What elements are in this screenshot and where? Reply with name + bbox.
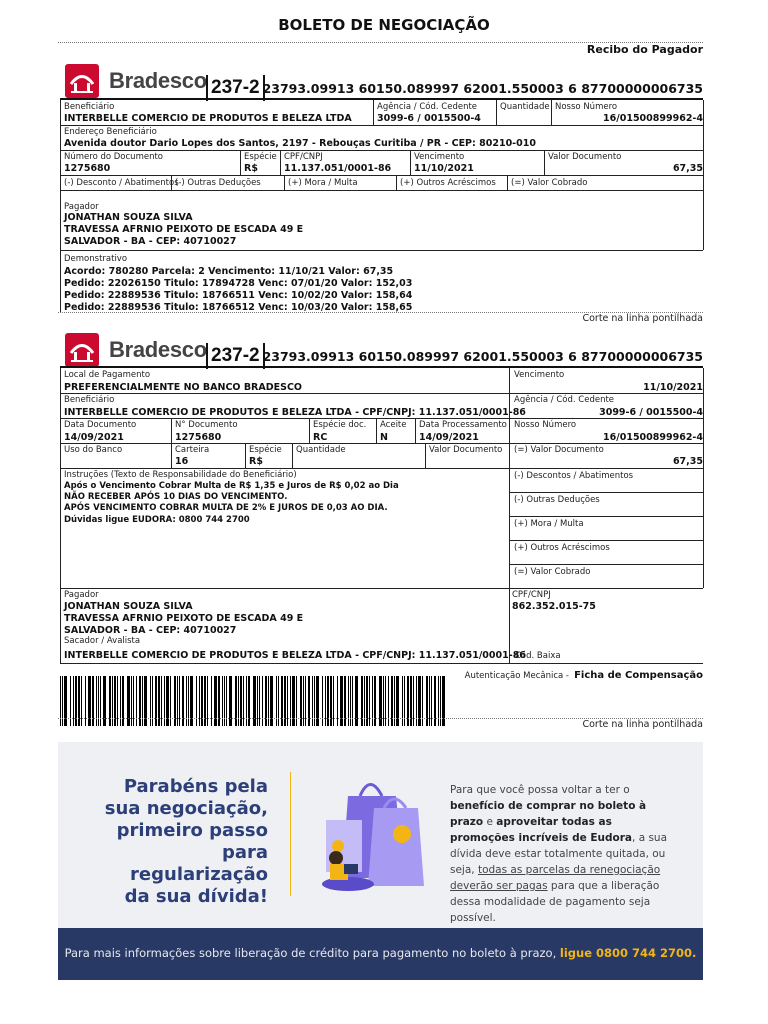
bank-code: 237-2: [206, 75, 265, 101]
promo-title-line: para regularização: [130, 842, 268, 885]
especie-doc-value: RC: [313, 432, 328, 443]
num-doc-value: 1275680: [64, 163, 111, 174]
nosso-numero-value: 16/01500899962-4: [603, 113, 703, 124]
agencia-value: 3099-6 / 0015500-4: [377, 113, 481, 124]
instrucao-line: Dúvidas ligue EUDORA: 0800 744 2700: [64, 515, 250, 525]
autenticacao-label: Autenticação Mecânica -: [464, 671, 569, 681]
demonstrativo-line: Pedido: 22889536 Titulo: 18766511 Venc: 10/02/20 Valor: 158,64: [64, 290, 413, 301]
promo-text-part: para que a liberação dessa modalidade de pagamento seja possível.: [450, 880, 660, 924]
descontos-label: (-) Descontos / Abatimentos: [514, 471, 634, 481]
ficha-block: [60, 366, 703, 662]
valor-cobrado-label: (=) Valor Cobrado: [511, 178, 588, 188]
bradesco-logo-icon: [65, 333, 99, 367]
bank-name: Bradesco: [109, 337, 207, 362]
num-doc-label: N° Documento: [175, 420, 238, 430]
local-value: PREFERENCIALMENTE NO BANCO BRADESCO: [64, 382, 302, 393]
agencia-label: Agência / Cód. Cedente: [377, 102, 478, 112]
recibo-label: Recibo do Pagador: [586, 43, 703, 56]
cpf-label: CPF/CNPJ: [284, 152, 323, 162]
local-label: Local de Pagamento: [64, 370, 151, 380]
cpf-value: 862.352.015-75: [512, 601, 596, 612]
valor-label: Valor Documento: [429, 445, 503, 455]
vencimento-label: Vencimento: [514, 370, 565, 380]
bank-name: Bradesco: [109, 68, 207, 93]
especie-value: R$: [244, 163, 258, 174]
mora-label: (+) Mora / Multa: [288, 178, 358, 188]
pagador-nome: JONATHAN SOUZA SILVA: [64, 601, 193, 612]
demonstrativo-label: Demonstrativo: [64, 254, 128, 264]
valor-doc-value: 67,35: [672, 163, 703, 174]
acrescimos-label: (+) Outros Acréscimos: [514, 543, 610, 553]
sacador-value: INTERBELLE COMERCIO DE PRODUTOS E BELEZA LTDA - CPF/CNPJ: 11.137.051/0001-86: [64, 650, 526, 661]
bank-code: 237-2: [206, 343, 265, 369]
num-doc-label: Número do Documento: [64, 152, 163, 162]
agencia-label: Agência / Cód. Cedente: [514, 395, 615, 405]
data-proc-label: Data Processamento: [419, 420, 507, 430]
pagador-cidade: SALVADOR - BA - CEP: 40710027: [64, 236, 237, 247]
mora-label: (+) Mora / Multa: [514, 519, 584, 529]
linha-digitavel[interactable]: 23793.09913 60150.089997 62001.550003 6 87700000006735: [262, 81, 703, 96]
promo-text: [450, 782, 672, 926]
pagador-label: Pagador: [64, 590, 99, 600]
especie-label: Espécie: [249, 445, 282, 455]
pagador-cidade: SALVADOR - BA - CEP: 40710027: [64, 625, 237, 636]
endereco-value: Avenida doutor Dario Lopes dos Santos, 2197 - Rebouças Curitiba / PR - CEP: 80210-010: [64, 138, 536, 149]
vencimento-label: Vencimento: [414, 152, 465, 162]
quantidade-label: Quantidade: [296, 445, 346, 455]
bank-header: [65, 333, 207, 367]
cod-baixa-label: Cód. Baixa: [515, 651, 561, 661]
corte-label: Corte na linha pontilhada: [582, 313, 703, 324]
pagador-label: Pagador: [64, 202, 99, 212]
especie-label: Espécie: [244, 152, 277, 162]
beneficiario-label: Beneficiário: [64, 395, 115, 405]
promo-text-bold: benefício de comprar no boleto à prazo: [450, 800, 647, 828]
promo-title-line: Parabéns pela: [123, 776, 268, 797]
aceite-label: Aceite: [380, 420, 407, 430]
bradesco-logo-icon: [65, 64, 99, 98]
receipt-block: [60, 98, 703, 313]
especie-value: R$: [249, 456, 263, 467]
agencia-value: 3099-6 / 0015500-4: [599, 407, 703, 418]
promo-text-part: Para que você possa voltar a ter o: [450, 784, 630, 796]
vencimento-value: 11/10/2021: [643, 382, 703, 393]
instrucoes-label: Instruções (Texto de Responsabilidade do Beneficiário): [64, 470, 297, 480]
aceite-value: N: [380, 432, 388, 443]
desconto-label: (-) Desconto / Abatimentos: [64, 178, 179, 188]
sacador-label: Sacador / Avalista: [64, 636, 141, 646]
valor-doc-value: 67,35: [672, 456, 703, 467]
promo-title-line: da sua dívida!: [124, 886, 268, 907]
quantidade-label: Quantidade: [500, 102, 550, 112]
linha-digitavel[interactable]: 23793.09913 60150.089997 62001.550003 6 87700000006735: [262, 349, 703, 364]
beneficiario-value: INTERBELLE COMERCIO DE PRODUTOS E BELEZA LTDA - CPF/CNPJ: 11.137.051/0001-86: [64, 407, 526, 418]
bank-header: [65, 64, 207, 98]
ficha-label: Ficha de Compensação: [574, 670, 703, 681]
endereco-label: Endereço Beneficiário: [64, 127, 157, 137]
valor-cobrado-label: (=) Valor Cobrado: [514, 567, 591, 577]
valor-doc-label: Valor Documento: [548, 152, 622, 162]
footer-banner: [58, 928, 703, 980]
corte-label: Corte na linha pontilhada: [582, 719, 703, 730]
carteira-value: 16: [175, 456, 189, 467]
acrescimos-label: (+) Outros Acréscimos: [400, 178, 496, 188]
footer-text: Para mais informações sobre liberação de crédito para pagamento no boleto à prazo,: [64, 946, 560, 960]
instrucao-line: NÃO RECEBER APÓS 10 DIAS DO VENCIMENTO.: [64, 492, 288, 502]
beneficiario-value: INTERBELLE COMERCIO DE PRODUTOS E BELEZA LTDA: [64, 113, 352, 124]
nosso-numero-label: Nosso Número: [514, 420, 577, 430]
promo-title-line: primeiro passo: [116, 820, 268, 841]
vencimento-value: 11/10/2021: [414, 163, 474, 174]
cpf-value: 11.137.051/0001-86: [284, 163, 392, 174]
uso-banco-label: Uso do Banco: [64, 445, 123, 455]
instrucao-line: APÓS VENCIMENTO COBRAR MULTA DE 2% E JUROS DE 0,03 AO DIA.: [64, 503, 388, 513]
shopping-illustration-icon: [308, 768, 438, 902]
data-doc-value: 14/09/2021: [64, 432, 124, 443]
demonstrativo-line: Pedido: 22026150 Titulo: 17894728 Venc: 07/01/20 Valor: 152,03: [64, 278, 413, 289]
num-doc-value: 1275680: [175, 432, 222, 443]
promo-title: [78, 776, 268, 908]
promo-text-bold: aproveitar todas as promoções incríveis de Eudora: [450, 816, 633, 844]
demonstrativo-line: Pedido: 22889536 Titulo: 18766512 Venc: 10/03/20 Valor: 158,65: [64, 302, 413, 313]
pagador-endereco: TRAVESSA AFRNIO PEIXOTO DE ESCADA 49 E: [64, 613, 304, 624]
footer-phone[interactable]: ligue 0800 744 2700.: [559, 946, 697, 960]
promo-text-part: , a sua dívida deve estar totalmente quitada, ou seja,: [450, 832, 668, 876]
promo-text-underline: todas as parcelas da renegociação deverão ser pagas: [450, 864, 661, 892]
nosso-numero-label: Nosso Número: [555, 102, 618, 112]
outras-deducoes-label: (-) Outras Deduções: [514, 495, 600, 505]
nosso-numero-value: 16/01500899962-4: [603, 432, 703, 443]
cpf-label: CPF/CNPJ: [512, 590, 551, 600]
promo-divider: [290, 772, 291, 896]
pagador-endereco: TRAVESSA AFRNIO PEIXOTO DE ESCADA 49 E: [64, 224, 304, 235]
outras-deducoes-label: (-) Outras Deduções: [175, 178, 261, 188]
data-doc-label: Data Documento: [64, 420, 137, 430]
beneficiario-label: Beneficiário: [64, 102, 115, 112]
especie-doc-label: Espécie doc.: [313, 420, 367, 430]
promo-title-line: sua negociação,: [104, 798, 268, 819]
carteira-label: Carteira: [175, 445, 210, 455]
instrucao-line: Após o Vencimento Cobrar Multa de R$ 1,35 e Juros de R$ 0,02 ao Dia: [64, 481, 399, 491]
valor-doc-label: (=) Valor Documento: [514, 445, 604, 455]
demonstrativo-line: Acordo: 780280 Parcela: 2 Vencimento: 11/10/21 Valor: 67,35: [64, 266, 394, 277]
autenticacao: [465, 663, 703, 682]
pagador-nome: JONATHAN SOUZA SILVA: [64, 212, 193, 223]
promo-text-part: e: [483, 816, 497, 828]
promo-banner: [58, 742, 703, 928]
data-proc-value: 14/09/2021: [419, 432, 479, 443]
page-title: BOLETO DE NEGOCIAÇÃO: [278, 16, 490, 34]
